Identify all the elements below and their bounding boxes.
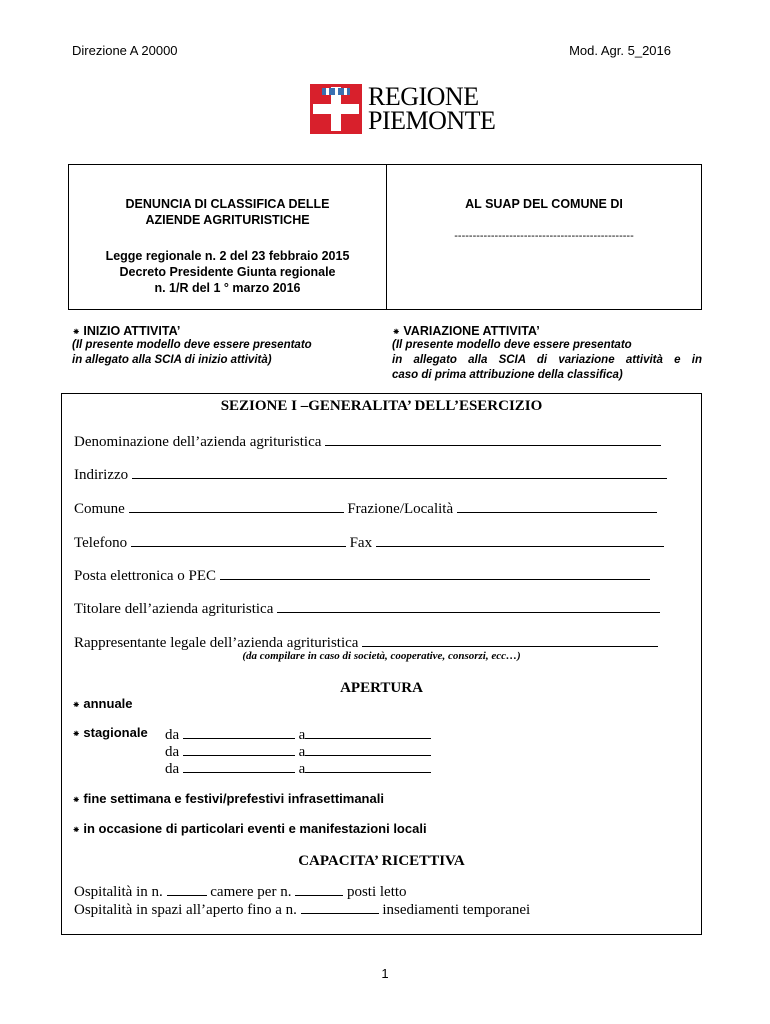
suap-comune-field[interactable]: ------------------------------------------------- <box>454 230 634 242</box>
field-indirizzo <box>74 464 667 484</box>
form-heading-box <box>68 164 702 310</box>
form-title-line2: AZIENDE AGRITURISTICHE <box>145 213 310 227</box>
section-generalita <box>61 393 702 935</box>
capacita-posti-label: camere per n. <box>210 884 292 900</box>
page-number: 1 <box>381 966 389 981</box>
option-variazione-checkbox[interactable] <box>392 324 702 338</box>
capacita-aperto-input[interactable] <box>301 899 379 914</box>
field-comune-input[interactable] <box>129 498 344 513</box>
capacita-line1 <box>74 881 407 901</box>
checkbox-bullet-icon[interactable]: ⁕ <box>392 327 401 338</box>
apertura-fine-settimana-checkbox[interactable] <box>72 791 384 806</box>
option-variazione-note1: (Il presente modello deve essere presentato <box>392 339 632 351</box>
logo-word-piemonte: PIEMONTE <box>368 106 496 135</box>
capacita-insediamenti-label: insediamenti temporanei <box>382 902 531 918</box>
field-fax-input[interactable] <box>376 532 664 547</box>
range-to-label: a <box>298 727 306 743</box>
field-frazione-input[interactable] <box>457 498 657 513</box>
capacita-aperto-label: Ospitalità in spazi all’aperto fino a n. <box>74 902 297 918</box>
field-indirizzo-label: Indirizzo <box>74 467 129 483</box>
range-to-input[interactable] <box>305 758 431 773</box>
field-titolare <box>74 598 660 618</box>
law-reference-line2: Decreto Presidente Giunta regionale <box>119 265 336 279</box>
field-titolare-input[interactable] <box>277 598 660 613</box>
header-form-code: Mod. Agr. 5_2016 <box>569 43 671 58</box>
field-indirizzo-input[interactable] <box>132 464 667 479</box>
range-from-input[interactable] <box>183 758 295 773</box>
field-pec-input[interactable] <box>220 565 650 580</box>
logo-word-regione: REGIONE <box>368 82 479 111</box>
option-inizio-note1: (Il presente modello deve essere presentato <box>72 339 312 351</box>
capacita-posti-input[interactable] <box>295 881 343 896</box>
field-frazione-label: Frazione/Località <box>347 501 454 517</box>
section-title: SEZIONE I –GENERALITA’ DELL’ESERCIZIO <box>220 398 543 414</box>
field-comune <box>74 498 657 518</box>
field-pec <box>74 565 650 585</box>
range-to-label: a <box>298 744 306 760</box>
capacita-camere-label: Ospitalità in n. <box>74 884 163 900</box>
apertura-fine-settimana-label: fine settimana e festivi/prefestivi infrasettimanali <box>83 791 384 806</box>
capacita-camere-input[interactable] <box>167 881 207 896</box>
law-reference-line3: n. 1/R del 1 ° marzo 2016 <box>154 281 301 295</box>
law-reference-line1: Legge regionale n. 2 del 23 febbraio 2015 <box>105 249 350 263</box>
field-denominazione <box>74 431 661 451</box>
option-inizio-label: INIZIO ATTIVITA’ <box>83 324 181 338</box>
apertura-eventi-label: in occasione di particolari eventi e manifestazioni locali <box>83 821 427 836</box>
range-to-input[interactable] <box>305 724 431 739</box>
field-comune-label: Comune <box>74 501 125 517</box>
range-from-label: da <box>165 727 180 743</box>
option-inizio <box>72 324 372 368</box>
field-fax-label: Fax <box>349 535 373 551</box>
apertura-annuale-label: annuale <box>83 696 133 711</box>
header-department: Direzione A 20000 <box>72 43 178 58</box>
capacita-posti-letto-label: posti letto <box>346 884 407 900</box>
checkbox-bullet-icon[interactable]: ⁕ <box>72 327 81 338</box>
apertura-title: APERTURA <box>340 680 423 696</box>
regione-piemonte-logo <box>310 84 495 136</box>
field-rappresentante-label: Rappresentante legale dell’azienda agrituristica <box>74 635 359 651</box>
apertura-stagionale-checkbox[interactable] <box>72 725 148 740</box>
field-denominazione-input[interactable] <box>325 431 661 446</box>
option-variazione-note2: in allegato alla SCIA di variazione attività e in <box>392 354 702 366</box>
range-from-label: da <box>165 761 180 777</box>
option-variazione <box>392 324 702 383</box>
field-titolare-label: Titolare dell’azienda agrituristica <box>74 601 274 617</box>
option-variazione-note3: caso di prima attribuzione della classifica) <box>392 369 623 381</box>
range-to-input[interactable] <box>305 741 431 756</box>
checkbox-bullet-icon[interactable]: ⁕ <box>72 825 81 836</box>
option-inizio-note2: in allegato alla SCIA di inizio attività) <box>72 354 272 366</box>
piemonte-flag-icon <box>310 84 362 134</box>
field-telefono-label: Telefono <box>74 535 128 551</box>
range-from-input[interactable] <box>183 724 295 739</box>
range-to-label: a <box>298 761 306 777</box>
suap-title: AL SUAP DEL COMUNE DI <box>465 197 623 211</box>
option-inizio-checkbox[interactable] <box>72 324 372 338</box>
apertura-eventi-checkbox[interactable] <box>72 821 427 836</box>
checkbox-bullet-icon[interactable]: ⁕ <box>72 700 81 711</box>
stagionale-range-3 <box>165 758 431 778</box>
field-denominazione-label: Denominazione dell’azienda agrituristica <box>74 434 322 450</box>
option-variazione-label: VARIAZIONE ATTIVITA’ <box>403 324 540 338</box>
field-telefono <box>74 532 664 552</box>
checkbox-bullet-icon[interactable]: ⁕ <box>72 729 81 740</box>
checkbox-bullet-icon[interactable]: ⁕ <box>72 795 81 806</box>
field-pec-label: Posta elettronica o PEC <box>74 568 217 584</box>
apertura-annuale-checkbox[interactable] <box>72 696 133 711</box>
capacita-line2 <box>74 899 530 919</box>
range-from-input[interactable] <box>183 741 295 756</box>
capacita-title: CAPACITA’ RICETTIVA <box>298 853 465 869</box>
field-telefono-input[interactable] <box>131 532 346 547</box>
rappresentante-note: (da compilare in caso di società, cooperative, consorzi, ecc…) <box>242 650 521 662</box>
apertura-stagionale-label: stagionale <box>83 725 148 740</box>
field-rappresentante <box>74 632 658 652</box>
form-title-line1: DENUNCIA DI CLASSIFICA DELLE <box>125 197 330 211</box>
field-rappresentante-input[interactable] <box>362 632 658 647</box>
range-from-label: da <box>165 744 180 760</box>
